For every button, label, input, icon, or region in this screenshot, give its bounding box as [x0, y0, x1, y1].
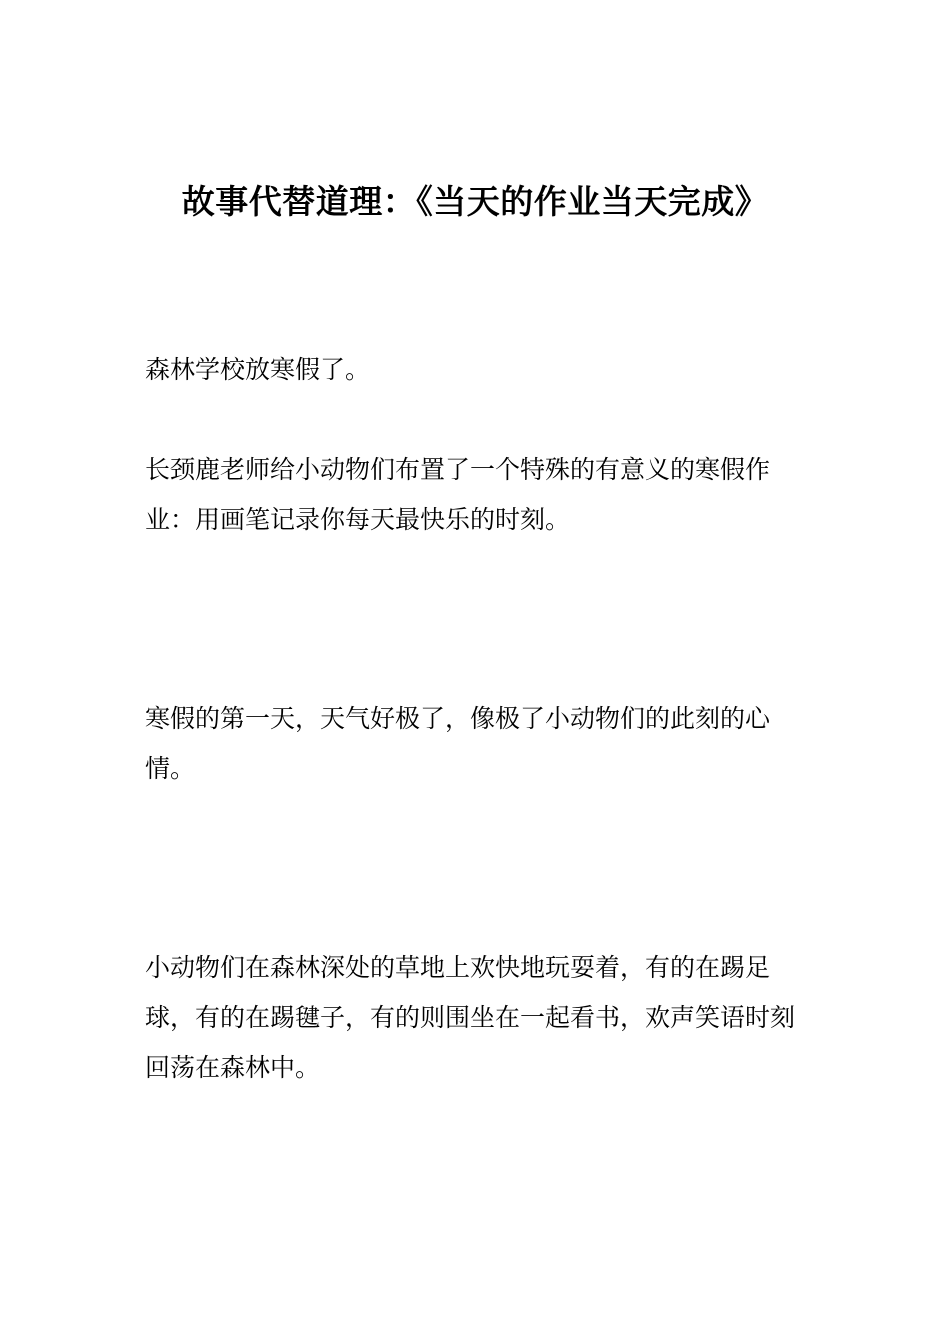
page-title: 故事代替道理：《当天的作业当天完成》	[181, 182, 769, 222]
paragraph-2: 长颈鹿老师给小动物们布置了一个特殊的有意义的寒假作业：用画笔记录你每天最快乐的时刻。	[145, 455, 771, 534]
paragraph-1: 森林学校放寒假了。	[145, 355, 371, 384]
paragraph-4: 小动物们在森林深处的草地上欢快地玩耍着，有的在踢足球，有的在踢毽子，有的则围坐在一起看书，欢声笑语时刻回荡在森林中。	[145, 953, 796, 1082]
paragraph-3: 寒假的第一天，天气好极了，像极了小动物们的此刻的心情。	[145, 704, 771, 783]
